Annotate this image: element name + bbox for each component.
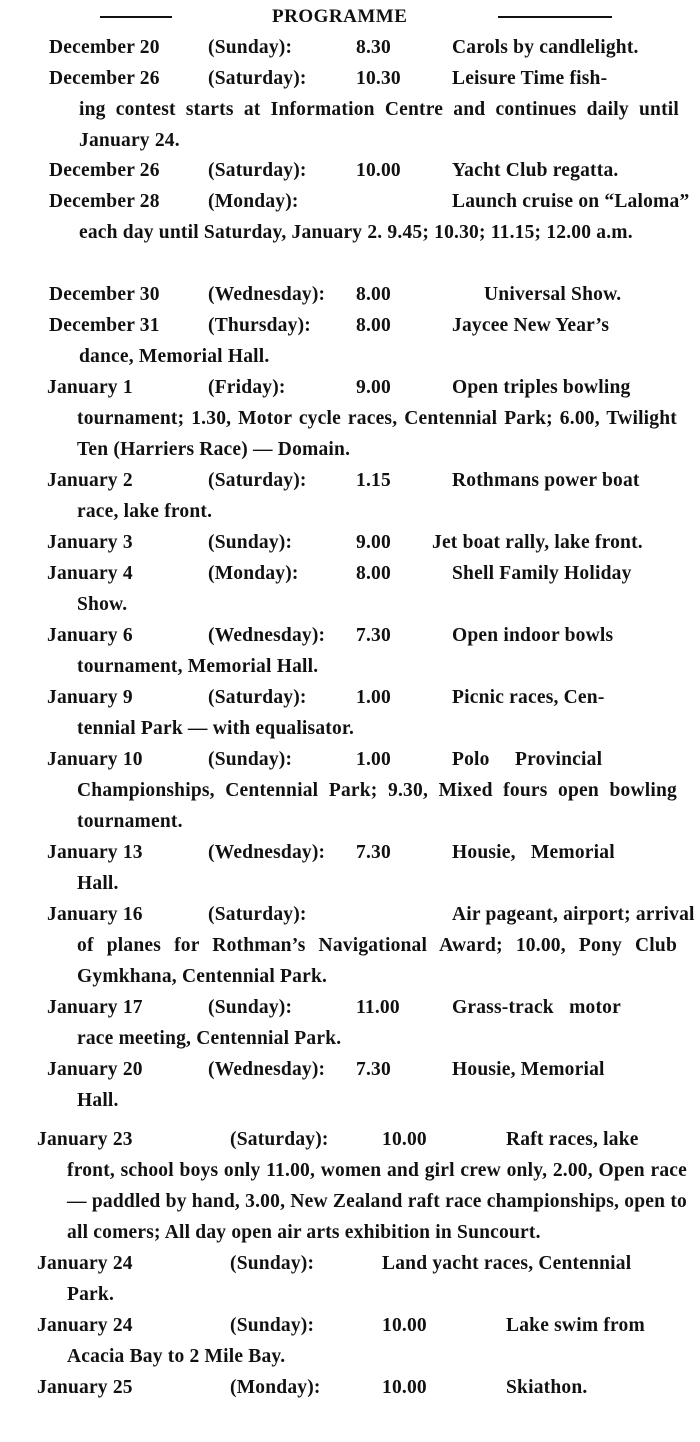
entry-event: Polo Provincial	[452, 749, 603, 770]
entry-day: (Saturday):	[208, 687, 307, 708]
entry-event: Land yacht races, Centennial	[382, 1253, 632, 1274]
entry-event: Lake swim from	[506, 1315, 645, 1336]
programme-entry	[37, 1248, 687, 1310]
entry-time: 7.30	[356, 842, 391, 863]
entry-time: 1.15	[356, 470, 391, 491]
programme-entry	[47, 527, 677, 558]
programme-entry	[47, 465, 677, 527]
entry-event: Grass-track motor	[452, 997, 621, 1018]
entry-day: (Saturday):	[208, 470, 307, 491]
entry-day: (Monday):	[208, 191, 299, 212]
entry-event: Air pageant, airport; arrival	[452, 904, 695, 925]
entry-day: (Sunday):	[208, 532, 293, 553]
entry-day: (Wednesday):	[208, 1059, 326, 1080]
entry-event: Raft races, lake	[506, 1129, 639, 1150]
entry-time: 10.30	[356, 68, 401, 89]
entry-day: (Wednesday):	[208, 625, 326, 646]
entry-day: (Sunday):	[230, 1315, 315, 1336]
entry-continuation: tournament; 1.30, Motor cycle races, Centennial Park; 6.00, Twilight Ten (Harriers Race) — Domain.	[77, 408, 677, 460]
entry-date: January 10	[47, 749, 143, 770]
entry-day: (Saturday):	[208, 160, 307, 181]
entry-date: December 20	[49, 37, 160, 58]
programme-entry	[47, 558, 677, 620]
entry-time: 10.00	[356, 160, 401, 181]
entry-date: December 26	[49, 68, 160, 89]
entry-continuation: tennial Park — with equalisator.	[77, 718, 355, 739]
entry-date: January 2	[47, 470, 133, 491]
entry-date: January 25	[37, 1377, 133, 1398]
entry-event: Launch cruise on “Laloma”	[452, 191, 690, 212]
entry-time: 7.30	[356, 625, 391, 646]
entry-date: December 26	[49, 160, 160, 181]
programme-entry	[37, 1310, 687, 1372]
entry-time: 9.00	[356, 377, 391, 398]
entry-continuation: front, school boys only 11.00, women and girl crew only, 2.00, Open race — paddled by hand, 3.00, New Zealand raft race championships, open to all comers; All day open air arts exhibition in Suncourt.	[67, 1160, 687, 1243]
entry-date: December 31	[49, 315, 160, 336]
entry-continuation: Hall.	[77, 1090, 119, 1111]
entry-continuation: tournament, Memorial Hall.	[77, 656, 319, 677]
entry-time: 7.30	[356, 1059, 391, 1080]
entry-event: Jaycee New Year’s	[452, 315, 610, 336]
entry-date: January 6	[47, 625, 133, 646]
entry-continuation: Hall.	[77, 873, 119, 894]
entry-date: January 9	[47, 687, 133, 708]
entry-day: (Monday):	[230, 1377, 321, 1398]
entry-time: 10.00	[382, 1129, 427, 1150]
entry-date: December 30	[49, 284, 160, 305]
programme-entry	[47, 1054, 677, 1116]
programme-entry	[49, 155, 679, 186]
entry-time: 8.00	[356, 284, 391, 305]
entry-time: 10.00	[382, 1315, 427, 1336]
entry-day: (Sunday):	[208, 997, 293, 1018]
entry-date: January 17	[47, 997, 143, 1018]
programme-entry	[47, 992, 677, 1054]
entry-date: January 24	[37, 1315, 133, 1336]
entry-event: Yacht Club regatta.	[452, 160, 619, 181]
entry-time: 8.00	[356, 563, 391, 584]
programme-entry	[49, 63, 679, 156]
entry-date: January 23	[37, 1129, 133, 1150]
entry-day: (Thursday):	[208, 315, 311, 336]
entry-continuation: Show.	[77, 594, 128, 615]
entry-date: January 16	[47, 904, 143, 925]
entry-day: (Saturday):	[230, 1129, 329, 1150]
entry-event: Jet boat rally, lake front.	[432, 532, 643, 553]
programme-entry	[49, 32, 679, 63]
entry-event: Rothmans power boat	[452, 470, 640, 491]
entry-time: 10.00	[382, 1377, 427, 1398]
entry-time: 9.00	[356, 532, 391, 553]
entry-date: January 24	[37, 1253, 133, 1274]
programme-entry	[37, 1124, 687, 1248]
entry-date: January 4	[47, 563, 133, 584]
entry-day: (Sunday):	[208, 749, 293, 770]
programme-entry	[47, 372, 677, 465]
entry-day: (Saturday):	[208, 68, 307, 89]
entry-day: (Friday):	[208, 377, 286, 398]
entry-date: January 20	[47, 1059, 143, 1080]
entry-continuation: of planes for Rothman’s Navigational Award; 10.00, Pony Club Gymkhana, Centennial Park.	[77, 935, 677, 987]
programme-entry	[49, 310, 679, 372]
page-title: PROGRAMME	[272, 6, 408, 27]
entry-day: (Wednesday):	[208, 842, 326, 863]
entry-continuation: race, lake front.	[77, 501, 213, 522]
entry-continuation: ing contest starts at Information Centre and continues daily until January 24.	[79, 99, 679, 151]
entry-continuation: dance, Memorial Hall.	[79, 346, 270, 367]
entry-time: 8.30	[356, 37, 391, 58]
entry-time: 8.00	[356, 315, 391, 336]
entry-event: Skiathon.	[506, 1377, 588, 1398]
entry-date: January 13	[47, 842, 143, 863]
right-rule	[498, 16, 612, 18]
programme-entry	[37, 1372, 687, 1403]
entry-continuation: Park.	[67, 1284, 115, 1305]
entry-date: December 28	[49, 191, 160, 212]
programme-entry	[47, 620, 677, 682]
entry-day: (Saturday):	[208, 904, 307, 925]
entry-event: Open triples bowling	[452, 377, 631, 398]
entry-continuation: race meeting, Centennial Park.	[77, 1028, 342, 1049]
left-rule	[100, 16, 172, 18]
entry-continuation: Championships, Centennial Park; 9.30, Mixed fours open bowling tournament.	[77, 780, 677, 832]
programme-entry	[49, 279, 679, 310]
entry-time: 1.00	[356, 749, 391, 770]
entry-day: (Wednesday):	[208, 284, 326, 305]
entry-day: (Sunday):	[208, 37, 293, 58]
entry-event: Picnic races, Cen-	[452, 687, 605, 708]
entry-date: January 3	[47, 532, 133, 553]
entry-event: Shell Family Holiday	[452, 563, 632, 584]
entry-event: Open indoor bowls	[452, 625, 614, 646]
programme-header	[0, 4, 700, 30]
entry-day: (Monday):	[208, 563, 299, 584]
programme-entry	[47, 837, 677, 899]
entry-event: Carols by candlelight.	[452, 37, 639, 58]
entry-time: 11.00	[356, 997, 400, 1018]
programme-entry	[47, 744, 677, 837]
programme-entry	[47, 899, 695, 992]
entry-event: Housie, Memorial	[452, 842, 615, 863]
entry-day: (Sunday):	[230, 1253, 315, 1274]
programme-entry	[47, 682, 677, 744]
entry-time: 1.00	[356, 687, 391, 708]
entry-event: Universal Show.	[484, 284, 622, 305]
entry-event: Housie, Memorial	[452, 1059, 605, 1080]
entry-date: January 1	[47, 377, 133, 398]
entry-continuation: each day until Saturday, January 2. 9.45; 10.30; 11.15; 12.00 a.m.	[79, 222, 633, 243]
entry-continuation: Acacia Bay to 2 Mile Bay.	[67, 1346, 286, 1367]
entry-event: Leisure Time fish-	[452, 68, 608, 89]
programme-entry	[49, 186, 690, 248]
